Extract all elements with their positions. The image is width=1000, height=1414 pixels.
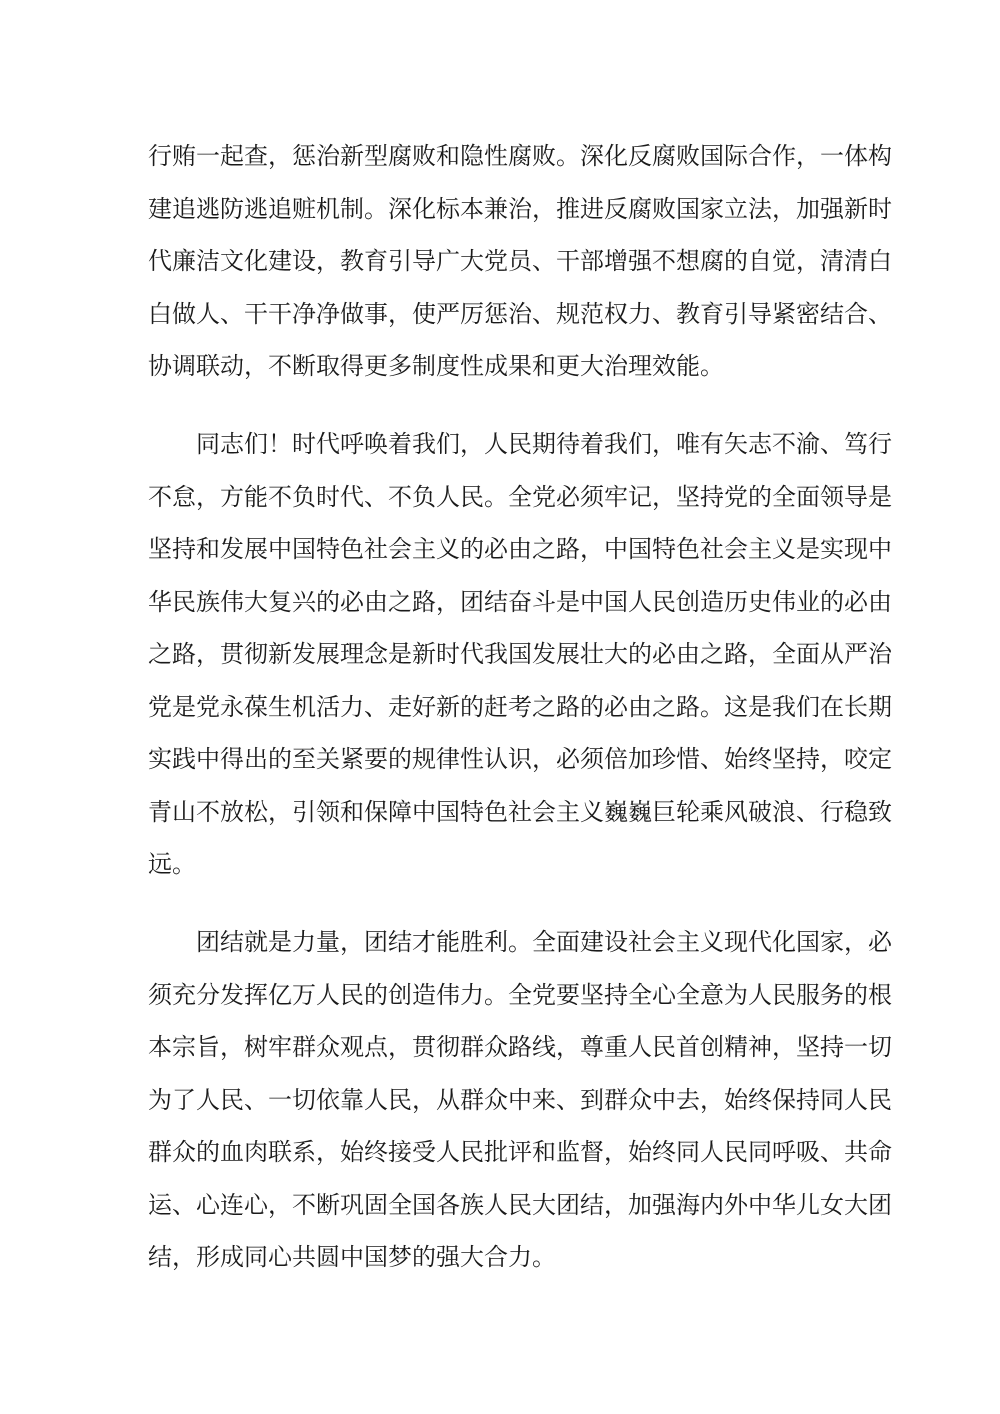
paragraph-line: 不怠，方能不负时代、不负人民。全党必须牢记，坚持党的全面领导是 [148, 482, 892, 511]
paragraph-line: 团结就是力量，团结才能胜利。全面建设社会主义现代化国家，必 [148, 928, 892, 956]
paragraph-3 [148, 916, 892, 1284]
paragraph-line: 华民族伟大复兴的必由之路，团结奋斗是中国人民创造历史伟业的必由 [148, 587, 892, 616]
paragraph-line: 实践中得出的至关紧要的规律性认识，必须倍加珍惜、始终坚持，咬定 [148, 745, 892, 773]
paragraph-line: 同志们！时代呼唤着我们，人民期待着我们，唯有矢志不渝、笃行 [148, 430, 892, 458]
paragraph-line: 青山不放松，引领和保障中国特色社会主义巍巍巨轮乘风破浪、行稳致 [148, 797, 892, 826]
paragraph-line: 坚持和发展中国特色社会主义的必由之路，中国特色社会主义是实现中 [148, 535, 892, 563]
paragraph-line: 代廉洁文化建设，教育引导广大党员、干部增强不想腐的自觉，清清白 [148, 247, 892, 275]
paragraph-line: 建追逃防逃追赃机制。深化标本兼治，推进反腐败国家立法，加强新时 [148, 194, 892, 223]
paragraph-line: 本宗旨，树牢群众观点，贯彻群众路线，尊重人民首创精神，坚持一切 [148, 1033, 892, 1061]
paragraph-1 [148, 130, 892, 393]
paragraph-line: 远。 [148, 850, 196, 878]
paragraph-2 [148, 418, 892, 891]
paragraph-line: 白做人、干干净净做事，使严厉惩治、规范权力、教育引导紧密结合、 [148, 299, 892, 328]
paragraph-line: 群众的血肉联系，始终接受人民批评和监督，始终同人民同呼吸、共命 [148, 1138, 892, 1166]
paragraph-line: 运、心连心，不断巩固全国各族人民大团结，加强海内外中华儿女大团 [148, 1190, 892, 1219]
paragraph-line: 党是党永葆生机活力、走好新的赶考之路的必由之路。这是我们在长期 [148, 692, 892, 721]
paragraph-line: 行贿一起查，惩治新型腐败和隐性腐败。深化反腐败国际合作，一体构 [148, 142, 892, 170]
paragraph-line: 为了人民、一切依靠人民，从群众中来、到群众中去，始终保持同人民 [148, 1085, 892, 1114]
paragraph-line: 结，形成同心共圆中国梦的强大合力。 [148, 1243, 556, 1271]
paragraph-line: 须充分发挥亿万人民的创造伟力。全党要坚持全心全意为人民服务的根 [148, 980, 892, 1009]
paragraph-line: 之路，贯彻新发展理念是新时代我国发展壮大的必由之路，全面从严治 [148, 640, 892, 668]
paragraph-line: 协调联动，不断取得更多制度性成果和更大治理效能。 [148, 352, 724, 380]
